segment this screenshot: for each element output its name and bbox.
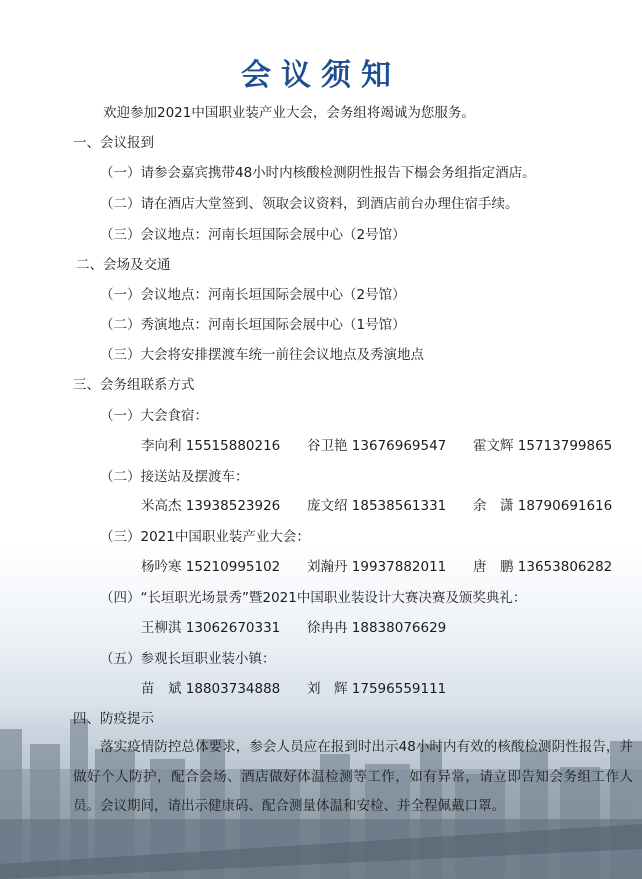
contact-entry: 谷卫艳 13676969547: [307, 438, 447, 454]
contact-entry: 杨吟寒 15210995102: [141, 559, 281, 575]
list-item: （三）会议地点：河南长垣国际会展中心（2号馆）: [100, 227, 406, 243]
section-heading: 二、会场及交通: [76, 257, 171, 273]
contact-entry: 米高杰 13938523926: [141, 498, 281, 514]
intro-text: 欢迎参加2021中国职业装产业大会，会务组将竭诚为您服务。: [103, 105, 475, 121]
list-item: （一）会议地点：河南长垣国际会展中心（2号馆）: [100, 287, 406, 303]
contact-entry: 徐冉冉 18838076629: [307, 620, 447, 636]
contact-entry: 李向利 15515880216: [141, 438, 281, 454]
contact-entry: 苗 斌 18803734888: [141, 681, 281, 697]
list-item: （二）请在酒店大堂签到、领取会议资料，到酒店前台办理住宿手续。: [100, 196, 519, 212]
list-item: （一）请参会嘉宾携带48小时内核酸检测阴性报告下榻会务组指定酒店。: [100, 165, 536, 181]
paragraph-text: 落实疫情防控总体要求，参会人员应在报到时出示48小时内有效的核酸检测阴性报告，并做好个人防护，配合会场、酒店做好体温检测等工作，如有异常，请立即告知会务组工作人员。会议期间，请出示健康码、配合测量体温和安检、并全程佩戴口罩。: [73, 739, 633, 814]
contact-entry: 唐 鹏 13653806282: [473, 559, 613, 575]
contact-group-label: （三）2021中国职业装产业大会：: [100, 529, 310, 545]
page-title: 会议须知: [241, 58, 401, 93]
contact-entry: 刘瀚丹 19937882011: [307, 559, 447, 575]
list-item: （三）大会将安排摆渡车统一前往会议地点及秀演地点: [100, 347, 424, 363]
contact-group-label: （二）接送站及摆渡车：: [100, 469, 249, 485]
contact-entry: 余 潇 18790691616: [473, 498, 613, 514]
section-heading: 三、会务组联系方式: [73, 377, 195, 393]
contact-group-label: （四）“长垣职光场景秀”暨2021中国职业装设计大赛决赛及颁奖典礼：: [100, 590, 527, 606]
contact-entry: 庞文绍 18538561331: [307, 498, 447, 514]
contact-group-label: （五）参观长垣职业装小镇：: [100, 651, 276, 667]
contact-entry: 刘 辉 17596559111: [307, 681, 447, 697]
epidemic-prevention-paragraph: [73, 733, 633, 822]
section-heading: 四、防疫提示: [73, 711, 154, 727]
contact-group-label: （一）大会食宿：: [100, 408, 208, 424]
section-heading: 一、会议报到: [73, 135, 154, 151]
contact-entry: 霍文辉 15713799865: [473, 438, 613, 454]
list-item: （二）秀演地点：河南长垣国际会展中心（1号馆）: [100, 317, 406, 333]
contact-entry: 王柳淇 13062670331: [141, 620, 281, 636]
